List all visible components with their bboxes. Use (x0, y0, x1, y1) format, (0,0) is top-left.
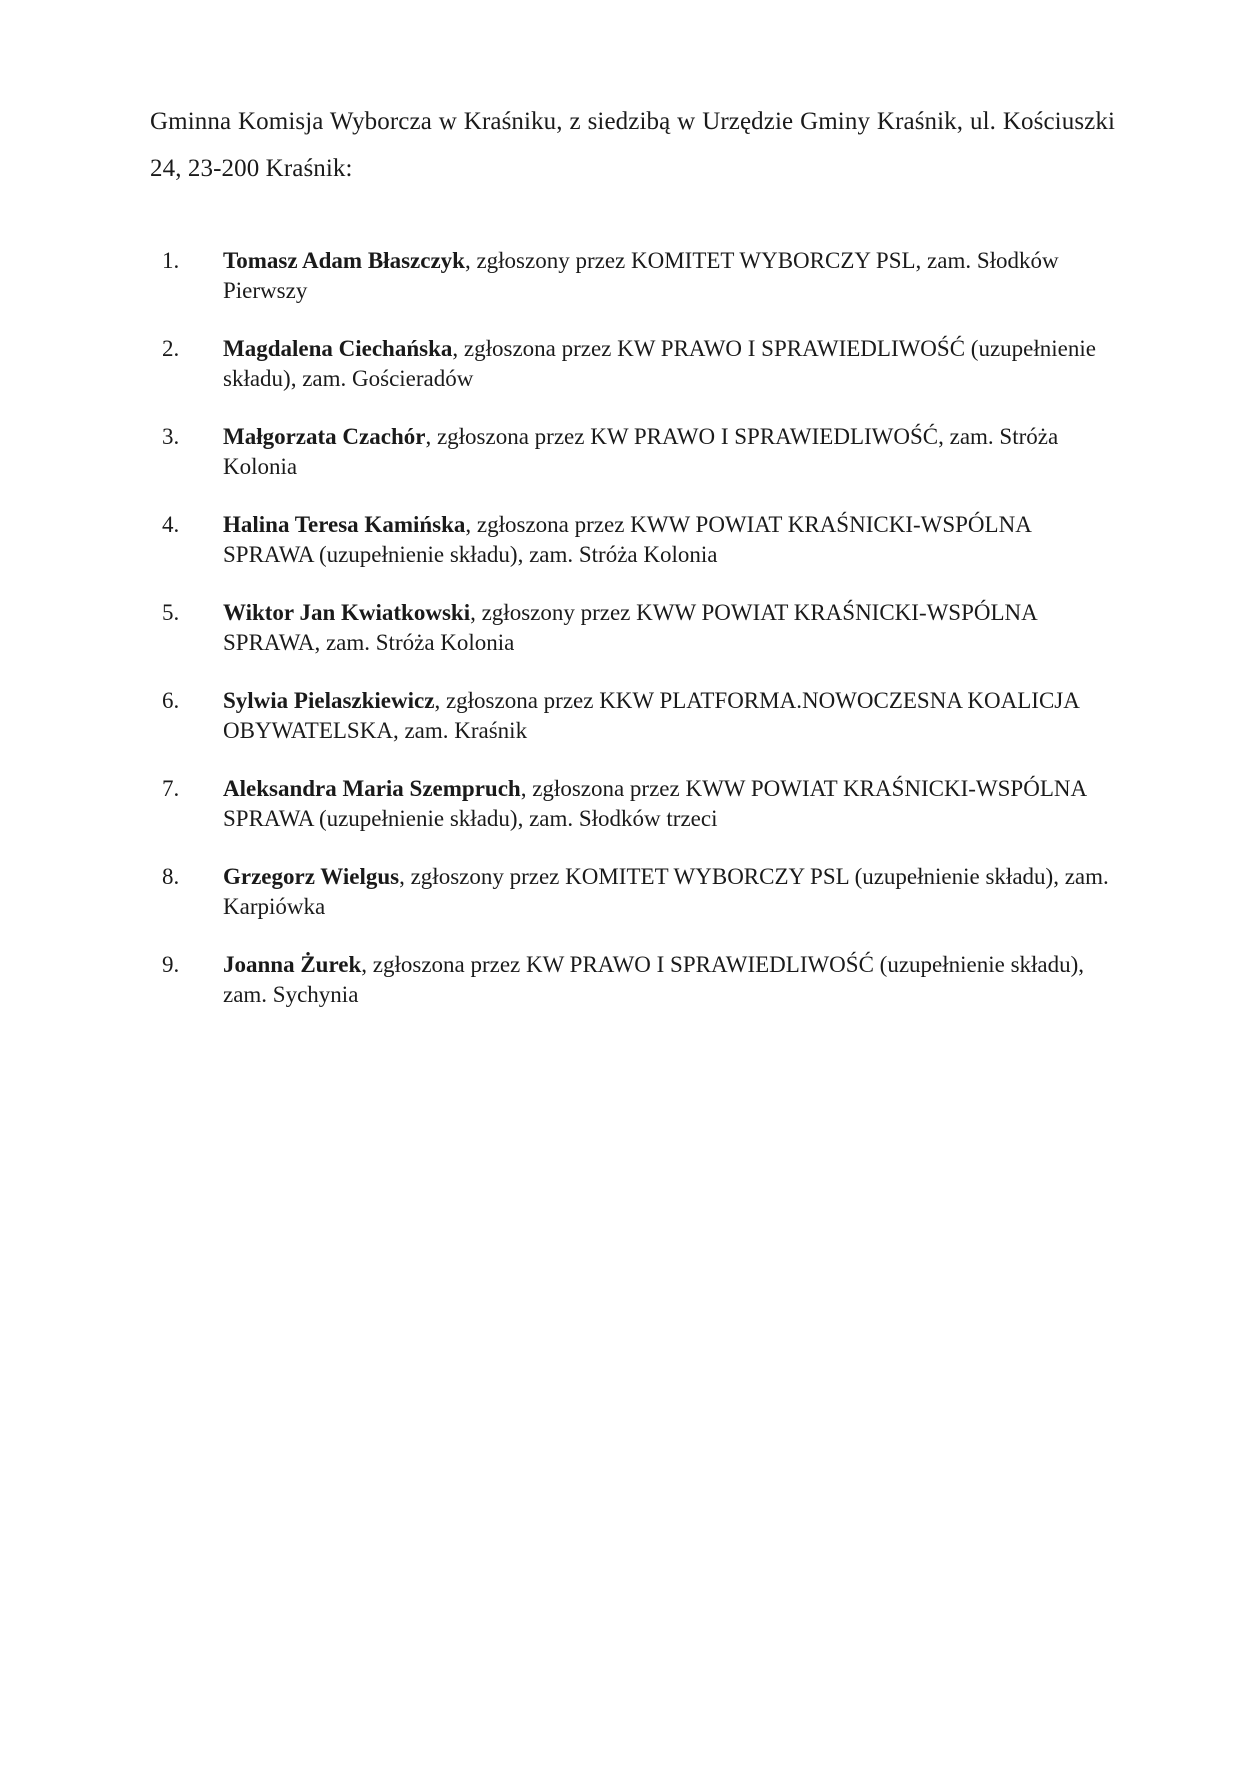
member-details: , zgłoszony przez KWW POWIAT KRAŚNICKI-WSPÓLNA SPRAWA, zam. Stróża Kolonia (223, 600, 1037, 655)
item-number: 3. (162, 424, 180, 449)
member-name: Tomasz Adam Błaszczyk (223, 248, 465, 273)
item-text (223, 862, 1115, 922)
member-name: Grzegorz Wielgus (223, 864, 400, 889)
item-number: 9. (162, 952, 180, 977)
member-name: Małgorzata Czachór (223, 424, 426, 449)
member-details: , zgłoszony przez KOMITET WYBORCZY PSL, zam. Słodków Pierwszy (223, 248, 1059, 303)
member-name: Magdalena Ciechańska (223, 336, 453, 361)
item-text (223, 774, 1115, 834)
item-number: 7. (162, 776, 180, 801)
item-number: 6. (162, 688, 180, 713)
list-item (150, 246, 1115, 334)
item-number: 2. (162, 336, 180, 361)
item-text (223, 422, 1115, 482)
list-item (150, 334, 1115, 422)
member-name: Wiktor Jan Kwiatkowski (223, 600, 471, 625)
list-item (150, 422, 1115, 510)
list-item (150, 598, 1115, 686)
member-name: Halina Teresa Kamińska (223, 512, 466, 537)
members-list (150, 246, 1115, 1038)
list-item (150, 862, 1115, 950)
list-item (150, 950, 1115, 1038)
item-number: 8. (162, 864, 180, 889)
item-number: 5. (162, 600, 180, 625)
member-name: Aleksandra Maria Szempruch (223, 776, 521, 801)
member-name: Sylwia Pielaszkiewicz (223, 688, 435, 713)
item-text (223, 950, 1115, 1010)
member-details: , zgłoszona przez KWW POWIAT KRAŚNICKI-WSPÓLNA SPRAWA (uzupełnienie składu), zam. Słodków trzeci (223, 776, 1086, 831)
item-text (223, 246, 1115, 306)
member-details: , zgłoszona przez KW PRAWO I SPRAWIEDLIWOŚĆ (uzupełnienie składu), zam. Gościeradów (223, 336, 1096, 391)
list-item (150, 774, 1115, 862)
member-details: , zgłoszona przez KW PRAWO I SPRAWIEDLIWOŚĆ, zam. Stróża Kolonia (223, 424, 1059, 479)
member-details: , zgłoszony przez KOMITET WYBORCZY PSL (uzupełnienie składu), zam. Karpiówka (223, 864, 1109, 919)
list-item (150, 686, 1115, 774)
item-text (223, 686, 1115, 746)
list-item (150, 510, 1115, 598)
member-details: , zgłoszona przez KW PRAWO I SPRAWIEDLIWOŚĆ (uzupełnienie składu), zam. Sychynia (223, 952, 1085, 1007)
member-name: Joanna Żurek (223, 952, 362, 977)
item-number: 4. (162, 512, 180, 537)
member-details: , zgłoszona przez KKW PLATFORMA.NOWOCZESNA KOALICJA OBYWATELSKA, zam. Kraśnik (223, 688, 1079, 743)
item-text (223, 334, 1115, 394)
commission-address: Gminna Komisja Wyborcza w Kraśniku, z siedzibą w Urzędzie Gminy Kraśnik, ul. Kościuszki 24, 23-200 Kraśnik: (150, 108, 1115, 182)
item-text (223, 598, 1115, 658)
item-text (223, 510, 1115, 570)
item-number: 1. (162, 248, 180, 273)
member-details: , zgłoszona przez KWW POWIAT KRAŚNICKI-WSPÓLNA SPRAWA (uzupełnienie składu), zam. Stróża Kolonia (223, 512, 1031, 567)
